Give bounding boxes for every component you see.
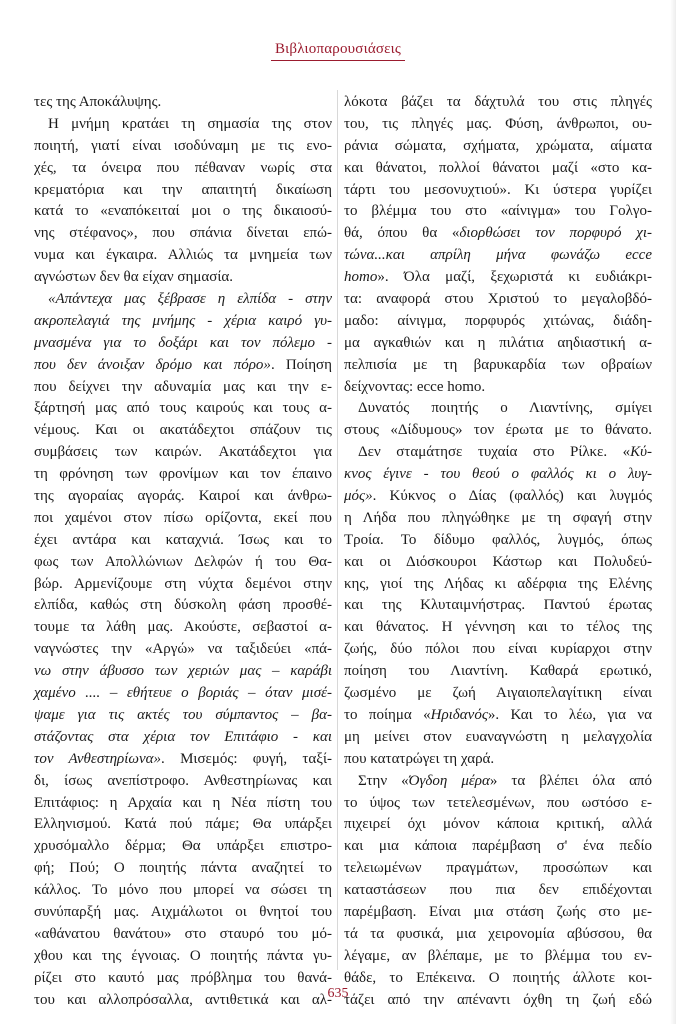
text-line: και θάνατος. Η γέννηση και το τέλος της	[344, 619, 652, 636]
text-line: χρυσόμαλλο δέρμα; Θα υπάρξει επιστρο-	[34, 838, 332, 855]
text-line: και θάνατοι, πολλοί θάνατοι μαζί «στο κα-	[344, 159, 652, 176]
text-line: Ελληνισμού. Κατά πού πάμε; Θα υπάρξει	[34, 816, 332, 833]
text-line: και της Κλυταιμνήστρας. Παντού έρωτας	[344, 597, 652, 614]
text-line: λέγαμε, αν βλέπαμε, με το βλέμμα του εν-	[344, 947, 652, 964]
text-line: έχει αντάρα και καταχνιά. Ίσως και το	[34, 531, 332, 548]
text-line: ποι χαμένοι στον πίσω ορίζοντα, εκεί που	[34, 509, 332, 526]
text-line: homo». Όλα μαζί, ξεχωριστά κι ευδιάκρι-	[344, 269, 652, 286]
right-text-column	[344, 92, 652, 1011]
running-header	[0, 40, 676, 61]
text-line: ράνια σώματα, σχήματα, χρώματα, αίματα	[344, 137, 652, 154]
text-line: τάζει από την απέναντι όχθη τη ζωή εδώ	[344, 991, 652, 1008]
text-line: μα αγκαθιών και η πιλάτια αηδιαστική α-	[344, 334, 652, 351]
text-line: μός». Κύκνος ο Δίας (φαλλός) και λυγμός	[344, 488, 652, 505]
text-line: ελπίδα, καθώς στη δύσκολη φάση προσθέ-	[34, 597, 332, 614]
text-line: ποίηση του Λιαντίνη. Καθαρά ερωτικό,	[344, 663, 652, 680]
text-line: στάζοντας στα χέρια τον Επιτάφιο - και	[34, 728, 332, 745]
page-edge-shadow	[670, 0, 676, 1024]
text-line: ναγνώστες την «Αργώ» να ταξιδεύει «πά-	[34, 641, 332, 658]
text-line: που δείχνει την αδυναμία μας και την ε-	[34, 378, 332, 395]
text-line: τα: αναφορά στου Χριστού το μεγαλοβδό-	[344, 291, 652, 308]
text-line: θά, όπου θα «διορθώσει τον πορφυρό χι-	[344, 225, 652, 242]
text-line: φή; Πού; Ο ποιητής πάντα αναζητεί το	[34, 860, 332, 877]
text-line: συμβάσεις των καιρών. Ακατάδεχτοι για	[34, 444, 332, 461]
text-line: Η μνήμη κρατάει τη σημασία της στον	[48, 115, 332, 132]
text-line: νω στην άβυσσο των χεριών μας – καράβι	[34, 663, 332, 680]
text-line: συνύπαρξή μας. Αιχμάλωτοι οι θνητοί του	[34, 903, 332, 920]
text-line: και μια κάποια παρέμβαση σ' ένα πεδίο	[344, 838, 652, 855]
text-line: τον Ανθεστηρίωνα». Μισεμός: φυγή, ταξί-	[34, 750, 332, 767]
text-line: τά τα φυσικά, μια χειρονομία αβύσσου, θα	[344, 925, 652, 942]
text-line: ρίζει στο καυτό μας πρόβλημα του θανά-	[34, 969, 332, 986]
text-line: δείχνοντας: ecce homo.	[344, 378, 486, 395]
text-line: χθου και της έγνοιας. Ο ποιητής πάντα γυ-	[34, 947, 332, 964]
text-line: μαδο: αίνιγμα, πορφυρός χιτώνας, διάδη-	[344, 312, 652, 329]
text-line: που κατατρώγει τη χαρά.	[344, 750, 495, 767]
section-title: Βιβλιοπαρουσιάσεις	[271, 41, 405, 61]
text-line: κρεματόρια και την απαιτητή δικαίωση	[34, 181, 332, 198]
text-line: που δεν άνοιξαν δρόμο και πόρο». Ποίηση	[34, 356, 332, 373]
text-line: ξάρτησή μας από τους καιρούς και τους α-	[34, 400, 332, 417]
text-line: τουμε τα λάθη μας. Ακούστε, σεβαστοί α-	[34, 619, 332, 636]
column-divider	[337, 90, 338, 970]
text-line: «αθάνατου θανάτου» στο σταυρό του μό-	[34, 925, 332, 942]
text-line: πελπισία με τη βαρυκαρδία των οβραίων	[344, 356, 652, 373]
text-line: η Λήδα που πληγώθηκε με τη σφαγή στην	[344, 509, 652, 526]
text-line: της αγοραίας αγοράς. Καιροί και άνθρω-	[34, 488, 332, 505]
text-line: δι, ίσως ανεπίστροφο. Ανθεστηρίωνας και	[34, 772, 332, 789]
text-line: στους «Δίδυμους» τον έρωτα με το θάνατο.	[344, 422, 652, 439]
text-line: ψαμε για τις ακτές του σύμπαντος – βα-	[34, 706, 332, 723]
text-line: λόκοτα βάζει τα δάχτυλά του στις πληγές	[344, 94, 652, 110]
text-line: και οι Διόσκουροι Κάστωρ και Πολυδεύ-	[344, 553, 652, 570]
text-line: φως των Απολλώνιων Δελφών ή του Θα-	[34, 553, 332, 570]
text-line: καταστάσεων που πια δεν επιδέχονται	[344, 882, 652, 899]
text-line: πιχειρεί όχι μόνον κάποια κριτική, αλλά	[344, 816, 652, 833]
text-line: Δεν σταμάτησε τυχαία στο Ρίλκε. «Κύ-	[358, 444, 652, 461]
text-line: του και αλλοπρόσαλλα, αντιθετικά και αλ-	[34, 991, 332, 1008]
text-line: παρέμβαση. Είναι μια στάση ζωής στο με-	[344, 903, 652, 920]
text-line: τελειωμένων πραγμάτων, προσώπων και	[344, 860, 652, 877]
text-line: το βλέμμα του στο «αίνιγμα» του Γολγο-	[344, 203, 652, 220]
text-line: θάδε, το Επέκεινα. Ο ποιητής άλλοτε κοι-	[344, 969, 652, 986]
text-line: το ποίημα «Ηριδανός». Και το λέω, για να	[344, 706, 652, 723]
text-line: ζωσμένο με ζωή Αιγαιοπελαγίτικη είναι	[344, 685, 652, 702]
text-line: ακροπελαγιά της μνήμης - χέρια καιρό γυ-	[34, 312, 332, 329]
text-line: βώρ. Αρμενίζουμε στη νύχτα δεμένοι στην	[34, 575, 332, 592]
text-line: Δυνατός ποιητής ο Λιαντίνης, σμίγει	[358, 400, 652, 417]
text-line: ζωής, δύο πόλοι που είναι κυρίαρχοι στην	[344, 641, 652, 658]
text-line: χαμένο .... – εθήτευε ο βοριάς – όταν μισέ-	[34, 685, 332, 702]
text-line: κάλλος. Το μόνο που μπορεί να σώσει τη	[34, 882, 332, 899]
text-line: Στην «Όγδοη μέρα» τα βλέπει όλα από	[358, 772, 652, 789]
text-line: του, τις πληγές μας. Φύση, άνθρωποι, ου-	[344, 115, 652, 132]
text-line: ποιητή, γιατί είναι ισοδύναμη με τις ενο-	[34, 137, 332, 154]
text-line: κατά το «εναπόκειταί μοι ο της δικαιοσύ-	[34, 203, 332, 220]
text-line: τώνα...και απρίλη μήνα φωνάζω ecce	[344, 247, 652, 264]
text-line: μη μείνει στον ευαναγνώστη η μελαγχολία	[344, 728, 652, 745]
text-line: κης, γιοί της Λήδας κι αδέρφια της Ελένης	[344, 575, 652, 592]
text-line: νυμα και έγκαιρα. Αλλιώς τα μνημεία των	[34, 247, 332, 264]
page-number: 635	[327, 986, 349, 1001]
text-line: τες της Αποκάλυψης.	[34, 94, 162, 110]
text-line: κνος έγινε - του θεού ο φαλλός κι ο λυγ-	[344, 466, 652, 483]
text-line: νης στέφανος», που σπάνια δίνεται επώ-	[34, 225, 332, 242]
text-line: Επιτάφιος: η Αρχαία και η Νέα πίστη του	[34, 794, 332, 811]
left-text-column	[34, 92, 332, 1011]
text-line: Τροία. Το δίδυμο φαλλός, λυγμός, όπως	[344, 531, 652, 548]
text-line: «Απάντεχα μας ξέβρασε η ελπίδα - στην	[48, 291, 332, 308]
text-line: νέμους. Και οι ακατάδεχτοι σπάζουν τις	[34, 422, 332, 439]
text-line: χές, τα όνειρα που πέθαναν νωρίς στα	[34, 159, 332, 176]
text-line: μνασμένα για το δοξάρι και τον πόλεμο -	[34, 334, 332, 351]
text-line: τη φρόνηση των φρονίμων και τον έπαινο	[34, 466, 332, 483]
text-line: τάρτι του μεσονυχτιού». Κι ύστερα γυρίζει	[344, 181, 652, 198]
text-line: αγνώστων δεν θα είχαν σημασία.	[34, 269, 233, 286]
text-line: το ύψος των τετελεσμένων, που ωστόσο ε-	[344, 794, 652, 811]
